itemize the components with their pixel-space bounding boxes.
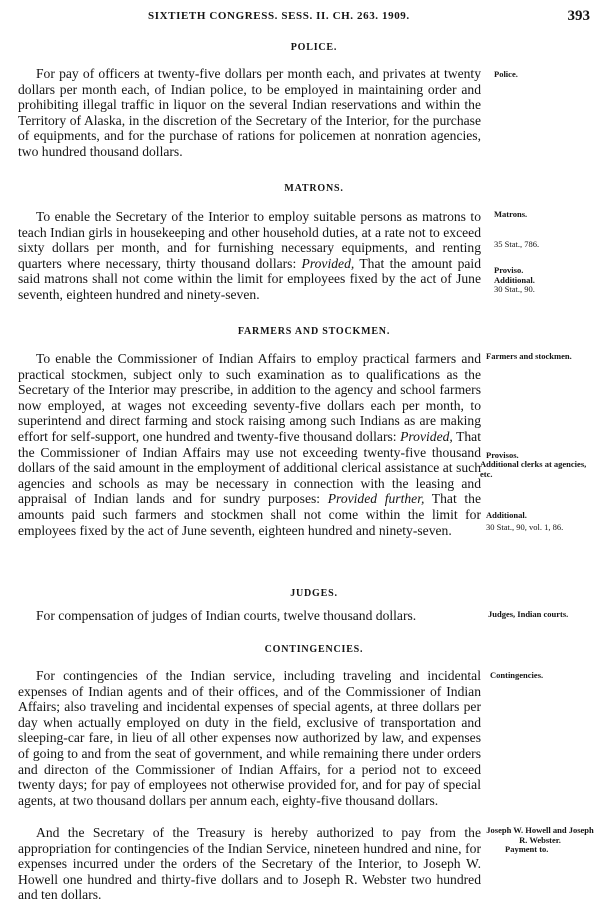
margin-note-payment: Payment to. — [505, 844, 549, 854]
paragraph-farmers-text-b: That the Commissioner of Indian Affairs may use not exceeding twenty-five thousand dollars of the said amount in the employment of additional clerical assistance at such agencies and schools as may be necessary in connection with the leasing and appraisal of Indian lands and for sundry purposes: — [18, 428, 481, 507]
margin-note-contingencies: Contingencies. — [490, 670, 544, 680]
paragraph-judges-text: For compensation of judges of Indian courts, twelve thousand dollars. — [36, 608, 417, 623]
margin-note-proviso: Proviso. — [494, 265, 524, 275]
margin-note-farmers: Farmers and stockmen. — [486, 351, 572, 361]
paragraph-farmers-text-c: That the amounts paid such farmers and stockmen shall not come within the limit for employees fixed by the act of June seventh, eighteen hundred and ninety-seven. — [18, 491, 481, 538]
paragraph-farmers-text-a: To enable the Commissioner of Indian Affairs to employ practical farmers and practical stockmen, subject only to such examination as to qualifications as the Secretary of the Interior may prescribe, in addition to the agency and school farmers now employed, at wages not exceeding seventy-five dollars each per month, to superintend and direct farming and stock raising among such Indians as are making effort for self-support, one hundred and twenty-five thousand dollars: — [18, 351, 481, 444]
paragraph-matrons-text-b: That the amount paid said matrons shall not come within the limit for employees fixed by the act of June seventh, eighteen hundred and ninety-seven. — [18, 255, 481, 302]
paragraph-payment-text: And the Secretary of the Treasury is hereby authorized to pay from the appropriation for contingencies of the Indian Service, nineteen hundred and nine, for expenses incurred under the orders of the Secretary of the Interior, to Joseph W. Howell one hundred and thirty-five dollars and to Joseph R. Webster two hundred and ten dollars. — [18, 825, 481, 903]
paragraph-police — [18, 66, 481, 160]
section-heading-judges: JUDGES. — [290, 588, 338, 599]
running-header — [0, 8, 600, 28]
paragraph-farmers — [18, 351, 481, 538]
paragraph-matrons-text-a: To enable the Secretary of the Interior to employ suitable persons as matrons to teach Indian girls in housekeeping and other household duties, at a rate not to exceed sixty dollars per month, and for furnishing necessary equipments, and renting quarters where necessary, thirty thousand dollars: — [18, 209, 481, 271]
running-title: SIXTIETH CONGRESS. SESS. II. CH. 263. 1909. — [148, 10, 410, 22]
margin-note-additional: Additional. — [494, 275, 535, 285]
paragraph-contingencies-text: For contingencies of the Indian service, including traveling and incidental expenses of Indian agents and of their offices, and of the Commissioner of Indian Affairs; also traveling and incidental expenses of special agents, at three dollars per day when actually employed on duty in the field, exclusive of transportation and sleeping-car fare, in lieu of all other expenses now authorized by law, and expenses of going to and from the seat of government, and while remaining there under orders and directon of the Commissioner of Indian Affairs, for a period not to exceed twenty days; for pay of employees not otherwise provided for, and for pay of special agents, at two thousand dollars per annum each, eighty-five thousand dollars. — [18, 668, 481, 808]
margin-note-statute: 30 Stat., 90. — [494, 284, 535, 294]
margin-note-clerks: Additional clerks at agencies, etc. — [480, 459, 587, 479]
paragraph-judges — [18, 608, 481, 624]
section-heading-police: POLICE. — [290, 42, 338, 53]
margin-note-provisos: Provisos. — [486, 450, 519, 460]
margin-note-judges: Judges, Indian courts. — [488, 609, 569, 619]
page-number: 393 — [567, 8, 590, 24]
proviso-italic: Provided, — [301, 255, 355, 271]
paragraph-contingencies — [18, 668, 481, 808]
paragraph-police-text: For pay of officers at twenty-five dollars per month each, and privates at twenty dollars per month each, of Indian police, to be employed in maintaining order and prohibiting illegal traffic in liquor on the several Indian reservations and within the Territory of Alaska, in the discretion of the Secretary of the Interior, for the purchase of equipments, and for the purchase of rations for policemen at nonration agencies, two hundred thousand dollars. — [18, 66, 481, 159]
proviso-italic: Provided, — [400, 428, 453, 444]
margin-note-statute: 30 Stat., 90, vol. 1, 86. — [486, 522, 564, 532]
margin-note-police: Police. — [494, 69, 518, 79]
section-heading-contingencies: CONTINGENCIES. — [264, 644, 364, 655]
section-heading-farmers: FARMERS AND STOCKMEN. — [237, 326, 391, 337]
margin-note-additional: Additional. — [486, 510, 527, 520]
margin-note-matrons: Matrons. — [494, 209, 528, 219]
margin-note-payees: Joseph W. Howell and Joseph R. Webster. — [486, 825, 594, 845]
margin-note-statute: 35 Stat., 786. — [494, 239, 540, 249]
paragraph-payment — [18, 825, 481, 903]
proviso-italic: Provided further, — [327, 491, 425, 507]
paragraph-matrons — [18, 209, 481, 303]
section-heading-matrons: MATRONS. — [284, 183, 344, 194]
